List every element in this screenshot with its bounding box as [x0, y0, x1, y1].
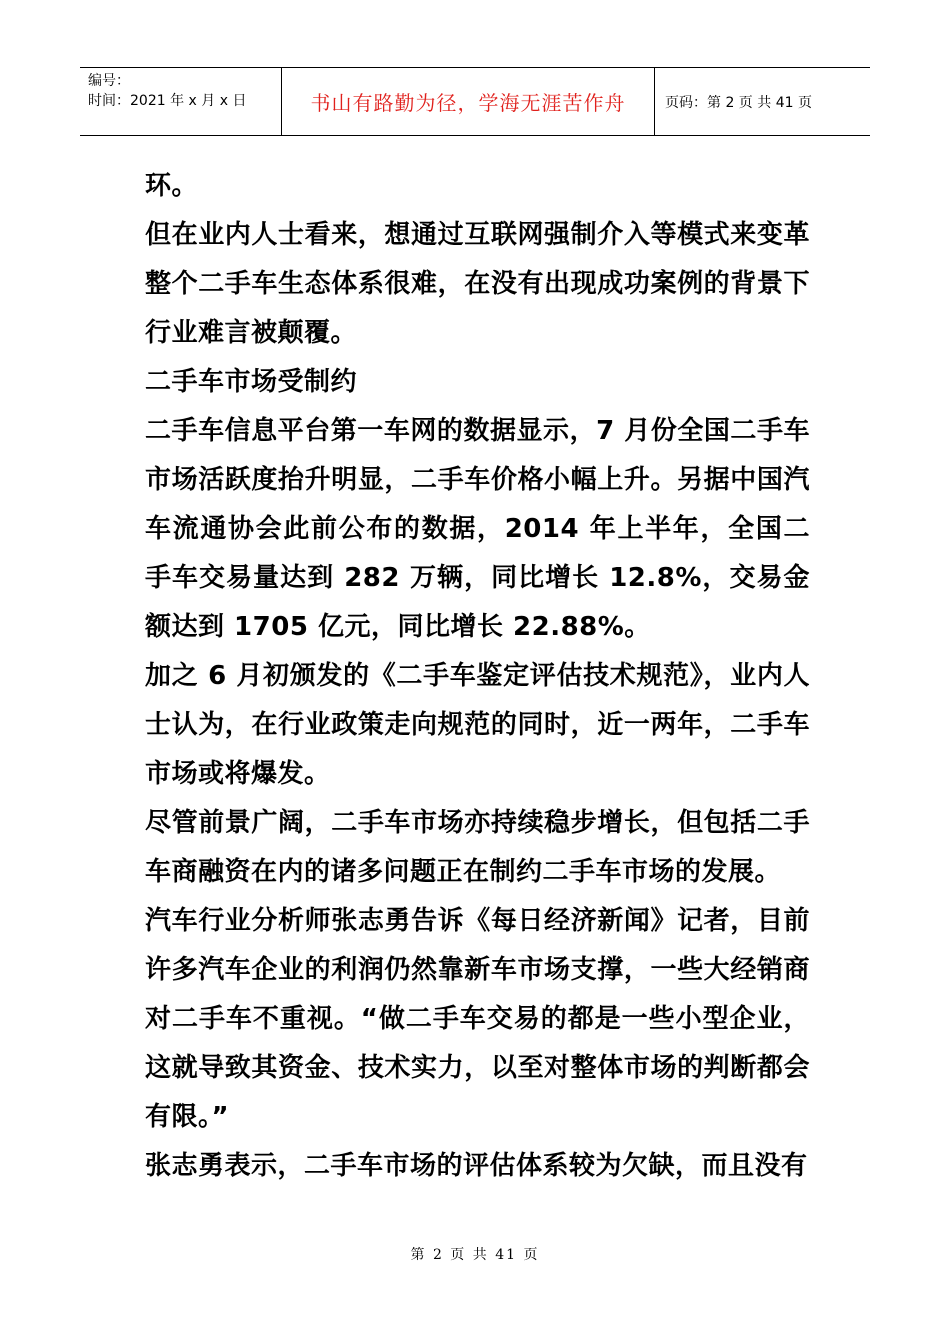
- header-motto: 书山有路勤为径，学海无涯苦作舟: [282, 68, 655, 135]
- paragraph: 二手车信息平台第一车网的数据显示，7 月份全国二手车市场活跃度抬升明显，二手车价格小幅上升。另据中国汽车流通协会此前公布的数据，2014 年上半年，全国二手车交易量达到 282 万辆，同比增长 12.8%，交易金额达到 1705 亿元，同比增长 22.88%。: [145, 416, 810, 642]
- paragraph: 加之 6 月初颁发的《二手车鉴定评估技术规范》，业内人士认为，在行业政策走向规范的同时，近一两年，二手车市场或将爆发。: [145, 661, 810, 789]
- header-page-info: 页码：第 2 页 共 41 页: [665, 94, 812, 111]
- document-number-label: 编号：: [88, 73, 130, 89]
- document-body: [145, 162, 810, 1191]
- header-meta: [80, 68, 282, 135]
- paragraph: 汽车行业分析师张志勇告诉《每日经济新闻》记者，目前许多汽车企业的利润仍然靠新车市场支撑，一些大经销商对二手车不重视。“做二手车交易的都是一些小型企业，这就导致其资金、技术实力，以至对整体市场的判断都会有限。”: [145, 906, 810, 1132]
- paragraph: 但在业内人士看来，想通过互联网强制介入等模式来变革整个二手车生态体系很难，在没有出现成功案例的背景下行业难言被颠覆。: [145, 220, 810, 348]
- page-header: [80, 67, 870, 136]
- document-date: 时间：2021 年 x 月 x 日: [88, 93, 247, 109]
- paragraph: 尽管前景广阔，二手车市场亦持续稳步增长，但包括二手车商融资在内的诸多问题正在制约二手车市场的发展。: [145, 808, 810, 887]
- paragraph: 张志勇表示，二手车市场的评估体系较为欠缺，而且没有: [145, 1151, 808, 1181]
- paragraph: 环。: [145, 171, 199, 201]
- section-heading: 二手车市场受制约: [145, 367, 358, 397]
- page-footer: 第 2 页 共 41 页: [410, 1247, 540, 1263]
